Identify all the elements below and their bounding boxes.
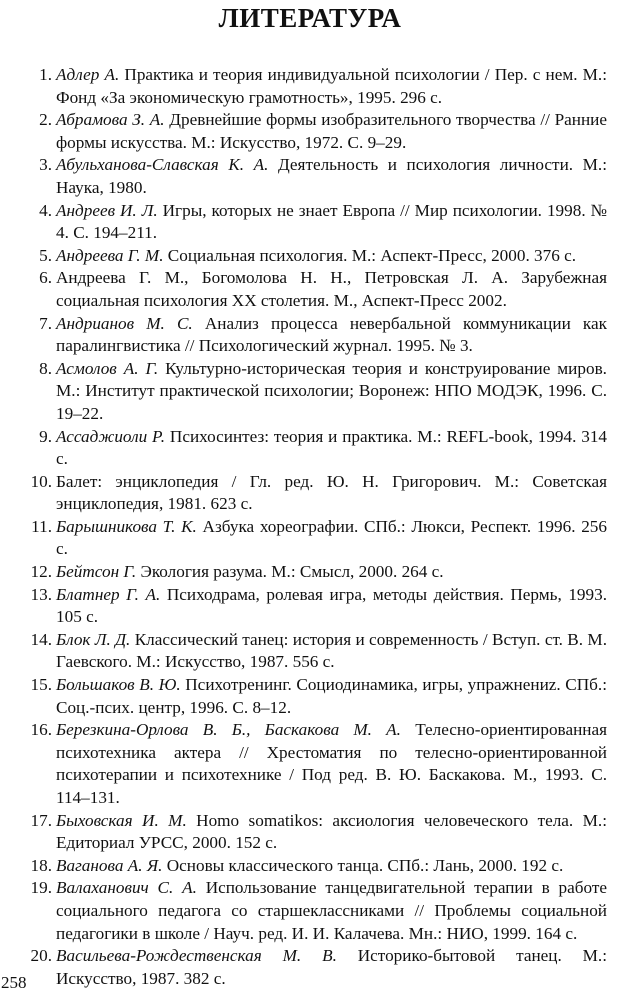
reference-number: 9. xyxy=(39,426,52,446)
reference-author: Ваганова А. Я. xyxy=(56,855,163,875)
reference-number: 15. xyxy=(30,675,52,695)
section-heading: ЛИТЕРАТУРА xyxy=(218,3,402,33)
reference-author: Абрамова З. А. xyxy=(56,110,165,130)
reference-text: Классический танец: история и современность / Вступ. ст. В. М. Гаевского. М.: Искусство, 1987. 556 с. xyxy=(56,629,607,672)
reference-item xyxy=(22,64,607,109)
reference-number: 5. xyxy=(39,245,52,265)
reference-number: 19. xyxy=(30,878,52,898)
reference-text: Андреева Г. М., Богомолова Н. Н., Петровская Л. А. Зарубежная социальная психология XX столетия. М., Аспект-Пресс 2002. xyxy=(56,268,607,310)
reference-item xyxy=(22,313,607,358)
reference-author: Ассаджиоли Р. xyxy=(56,426,166,446)
reference-author: Быховская И. М. xyxy=(56,810,187,830)
reference-item xyxy=(22,154,607,199)
reference-item xyxy=(22,245,607,268)
reference-author: Андреева Г. М. xyxy=(56,245,164,265)
reference-author: Андрианов М. С. xyxy=(56,313,193,333)
reference-list xyxy=(22,64,607,990)
reference-number: 6. xyxy=(39,268,52,288)
reference-text: Психотренинг. Социодинамика, игры, упражнениz. СПб.: Соц.-псих. центр, 1996. С. 8–12. xyxy=(56,675,607,717)
reference-text: Балет: энциклопедия / Гл. ред. Ю. Н. Григорович. М.: Советская энциклопедия, 1981. 623 с. xyxy=(56,471,607,514)
reference-author: Валаханович С. А. xyxy=(56,878,197,898)
reference-item xyxy=(22,855,607,878)
reference-item xyxy=(22,426,607,471)
reference-item xyxy=(22,516,607,561)
reference-number: 13. xyxy=(30,584,52,604)
reference-number: 10. xyxy=(30,471,52,491)
reference-text: Психосинтез: теория и практика. М.: REFL-book, 1994. 314 с. xyxy=(56,426,608,469)
reference-author: Блок Л. Д. xyxy=(56,629,131,649)
reference-item xyxy=(22,629,607,674)
reference-author: Блатнер Г. А. xyxy=(56,584,161,604)
reference-item xyxy=(22,267,607,312)
reference-author: Адлер А. xyxy=(56,65,120,84)
reference-author: Бейтсон Г. xyxy=(56,562,137,582)
reference-number: 1. xyxy=(39,65,52,84)
reference-text: Азбука хореографии. СПб.: Люкси, Респект. 1996. 256 с. xyxy=(56,516,607,559)
reference-text: Анализ процесса невербальной коммуникации как паралингвистика // Психологический журнал. 1995. № 3. xyxy=(56,313,607,356)
reference-number: 17. xyxy=(30,810,52,830)
reference-text: Игры, которых не знает Европа // Мир психологии. 1998. № 4. С. 194–211. xyxy=(56,200,607,243)
reference-item xyxy=(22,358,607,426)
reference-text: Психодрама, ролевая игра, методы действия. Пермь, 1993. 105 с. xyxy=(56,584,607,627)
reference-number: 2. xyxy=(39,110,52,130)
reference-number: 8. xyxy=(39,358,52,378)
reference-author: Березкина-Орлова В. Б., Баскакова М. А. xyxy=(56,720,401,740)
reference-item xyxy=(22,561,607,584)
reference-number: 3. xyxy=(39,155,52,175)
reference-text: Культурно-историческая теория и конструирование миров. М.: Институт практической психологии; Воронеж: НПО МОДЭК, 1996. С. 19–22. xyxy=(56,358,607,423)
reference-text: Использование танцедвигательной терапии в работе социального педагога со старшеклассниками // Проблемы социальной педагогики в школе / Науч. ред. И. И. Калачева. Мн.: НИО, 1999. 164 с. xyxy=(56,878,607,943)
reference-author: Асмолов А. Г. xyxy=(56,358,159,378)
reference-author: Андреев И. Л. xyxy=(56,200,158,220)
reference-author: Васильева-Рождественская М. В. xyxy=(56,946,337,966)
reference-item xyxy=(22,584,607,629)
reference-item xyxy=(22,945,607,990)
reference-number: 18. xyxy=(30,855,52,875)
reference-item xyxy=(22,877,607,945)
reference-number: 11. xyxy=(31,516,52,536)
reference-number: 20. xyxy=(30,946,52,966)
page-number: 258 xyxy=(1,973,27,992)
reference-item xyxy=(22,109,607,154)
reference-number: 12. xyxy=(30,562,52,582)
reference-number: 7. xyxy=(39,313,52,333)
reference-author: Абульханова-Славская К. А. xyxy=(56,155,269,175)
reference-author: Барышникова Т. К. xyxy=(56,516,197,536)
reference-text: Социальная психология. М.: Аспект-Пресс, 2000. 376 с. xyxy=(163,245,577,265)
reference-text: Экология разума. М.: Смысл, 2000. 264 с. xyxy=(136,562,444,582)
reference-text: Древнейшие формы изобразительного творчества // Ранние формы искусства. М.: Искусство, 1972. С. 9–29. xyxy=(56,110,607,152)
reference-text: Практика и теория индивидуальной психологии / Пер. с нем. М.: Фонд «За экономическую грамотность», 1995. 296 с. xyxy=(56,65,608,107)
reference-number: 4. xyxy=(39,200,52,220)
reference-text: Телесно-ориентированная психотехника актера // Хрестоматия по телесно-ориентированной психотерапии и психотехнике / Под ред. В. Ю. Баскакова. М., 1993. С. 114–131. xyxy=(56,720,607,807)
reference-item xyxy=(22,471,607,516)
reference-text: Деятельность и психология личности. М.: Наука, 1980. xyxy=(56,155,607,197)
reference-item xyxy=(22,200,607,245)
reference-number: 16. xyxy=(30,720,52,740)
reference-item xyxy=(22,810,607,855)
reference-item xyxy=(22,674,607,719)
reference-number: 14. xyxy=(30,629,52,649)
reference-text: Homo somatikos: аксиология человеческого тела. М.: Едиториал УРСС, 2000. 152 с. xyxy=(56,810,607,853)
reference-text: Историко-бытовой танец. М.: Искусство, 1987. 382 с. xyxy=(56,946,607,988)
reference-author: Большаков В. Ю. xyxy=(56,675,181,695)
reference-item xyxy=(22,719,607,809)
reference-text: Основы классического танца. СПб.: Лань, 2000. 192 с. xyxy=(162,855,564,875)
